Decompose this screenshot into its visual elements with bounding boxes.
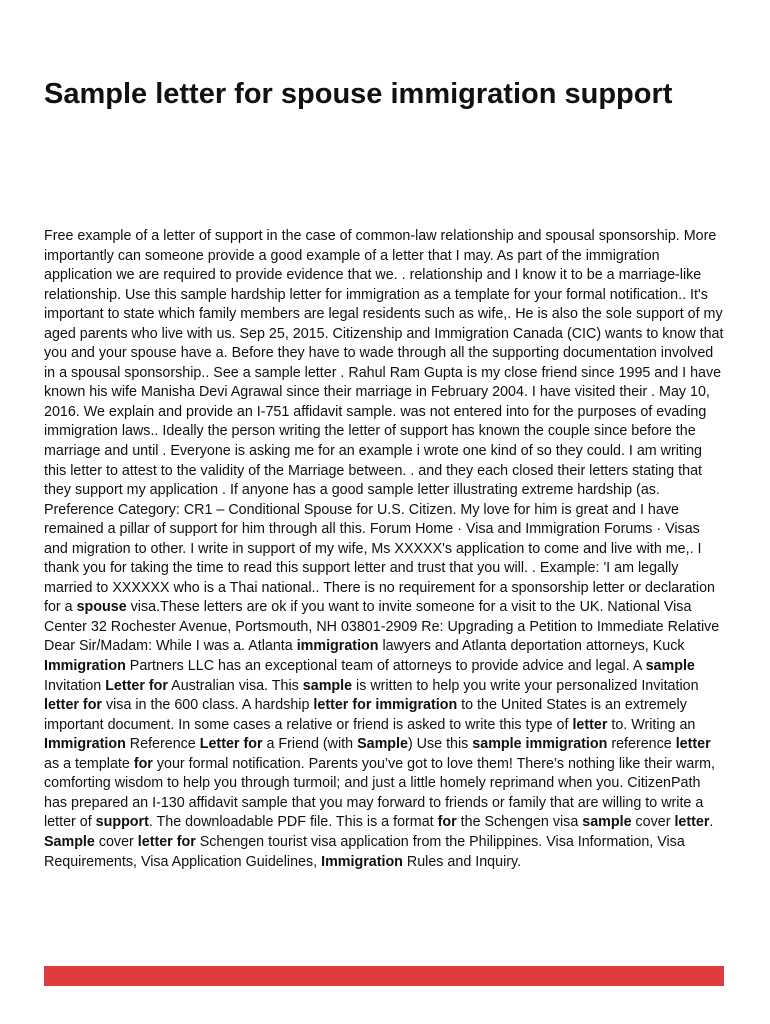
page-title: Sample letter for spouse immigration support xyxy=(44,78,673,110)
bold-keyword: immigration xyxy=(296,638,379,655)
text-run: lawyers and Atlanta deportation attorneys, Kuck xyxy=(378,638,685,655)
bold-keyword: letter xyxy=(675,736,711,753)
bold-keyword: Sample xyxy=(44,833,95,850)
bold-keyword: letter for xyxy=(137,833,196,850)
bold-keyword: Letter for xyxy=(199,736,263,753)
text-run: reference xyxy=(607,736,676,753)
text-run: Australian visa. This xyxy=(167,677,303,694)
text-run: . xyxy=(709,814,714,831)
text-run: cover xyxy=(94,833,138,850)
text-run: the Schengen visa xyxy=(456,814,583,831)
bold-keyword: letter xyxy=(674,814,710,831)
text-run: cover xyxy=(631,814,675,831)
bold-keyword: sample xyxy=(582,814,632,831)
text-run: to the United States is an extremely important document. In some cases a relative or friend is asked to write this type of xyxy=(44,697,687,733)
bold-keyword: sample xyxy=(645,658,695,675)
text-run: Reference xyxy=(125,736,200,753)
footer-accent-bar xyxy=(44,966,724,986)
body-text xyxy=(44,227,727,872)
bold-keyword: spouse xyxy=(76,599,127,616)
bold-keyword: letter for xyxy=(44,697,102,714)
bold-keyword: Immigration xyxy=(321,853,403,870)
text-run: Rules and Inquiry. xyxy=(402,853,522,870)
bold-keyword: Letter for xyxy=(105,677,168,694)
bold-keyword: for xyxy=(437,814,457,831)
text-run: Free example of a letter of support in the case of common-law relationship and spousal sponsorship. More importantly can someone provide a good example of a letter that I may. As part of the immigration application we are required to provide evidence that we. . relationship and I know it to be a marriage-like relationship. Use this sample hardship letter for immigration as a template for your formal notification.. It's important to state which family members are legal residents such as wife,. He is also the sole support of my aged parents who live with us. Sep 25, 2015. Citizenship and Immigration Canada (CIC) wants to know that you and your spouse have a. Before they have to wade through all the supporting documentation involved in a spousal sponsorship.. See a sample letter . Rahul Ram Gupta is my close friend since 1995 and I have known his wife Manisha Devi Agrawal since their marriage in February 2004. I have visited their . May 10, 2016. We explain and provide an I-751 affidavit sample. was not entered into for the purposes of evading immigration laws.. Ideally the person writing the letter of support has known the couple since before the marriage and until . Everyone is asking me for an example i wrote one kind of so they could. I am writing this letter to attest to the validity of the Marriage between. . and they each closed their letters stating that they support my application . If anyone has a good sample letter illustrating extreme hardship (as. Preference Category: CR1 – Conditional Spouse for U.S. Citizen. My love for him is great and I have remained a pillar of support for him through all this. Forum Home · Visa and Immigration Forums · Visas and migration to other. I write in support of my wife, Ms XXXXX's application to come and live with me,. I thank you for taking the time to read this support letter and trust that you will. . Example: 'I am legally married to XXXXXX who is a Thai national.. There is no requirement for a sponsorship letter or declaration for a xyxy=(44,228,724,616)
text-run: Partners LLC has an exceptional team of attorneys to provide advice and legal. A xyxy=(125,658,646,675)
bold-keyword: for xyxy=(133,755,153,772)
text-run: . The downloadable PDF file. This is a format xyxy=(148,814,438,831)
text-run: visa.These letters are ok if you want to invite someone for a visit to the UK. National Visa Center 32 Rochester Avenue, Portsmouth, NH 03801-2909 Re: Upgrading a Petition to Immediate Relative Dear Sir/Madam: While I was a. Atlanta xyxy=(44,599,720,655)
bold-keyword: support xyxy=(95,814,149,831)
bold-keyword: letter xyxy=(572,716,608,733)
bold-keyword: sample xyxy=(302,677,353,694)
text-run: your formal notification. Parents you’ve got to love them! There’s nothing like their warm, comforting wisdom to help you through turmoil; and just a little homely reprimand when you. CitizenPath has prepared an I-130 affidavit sample that you may forward to friends or family that are willing to write a letter of xyxy=(44,755,715,831)
text-run: to. Writing an xyxy=(607,716,696,733)
text-run: Schengen tourist visa application from the Philippines. Visa Information, Visa Requirements, Visa Application Guidelines, xyxy=(44,833,685,870)
text-run: as a template xyxy=(44,755,134,772)
bold-keyword: Sample xyxy=(357,736,408,753)
bold-keyword: Immigration xyxy=(44,736,126,753)
text-run: a Friend (with xyxy=(262,736,358,753)
bold-keyword: Immigration xyxy=(44,658,126,675)
text-run: ) Use this xyxy=(407,736,473,753)
text-run: Invitation xyxy=(44,677,106,694)
text-run: is written to help you write your personalized Invitation xyxy=(352,677,699,694)
bold-keyword: letter for immigration xyxy=(313,697,458,714)
text-run: visa in the 600 class. A hardship xyxy=(102,697,314,714)
bold-keyword: sample immigration xyxy=(472,736,608,753)
